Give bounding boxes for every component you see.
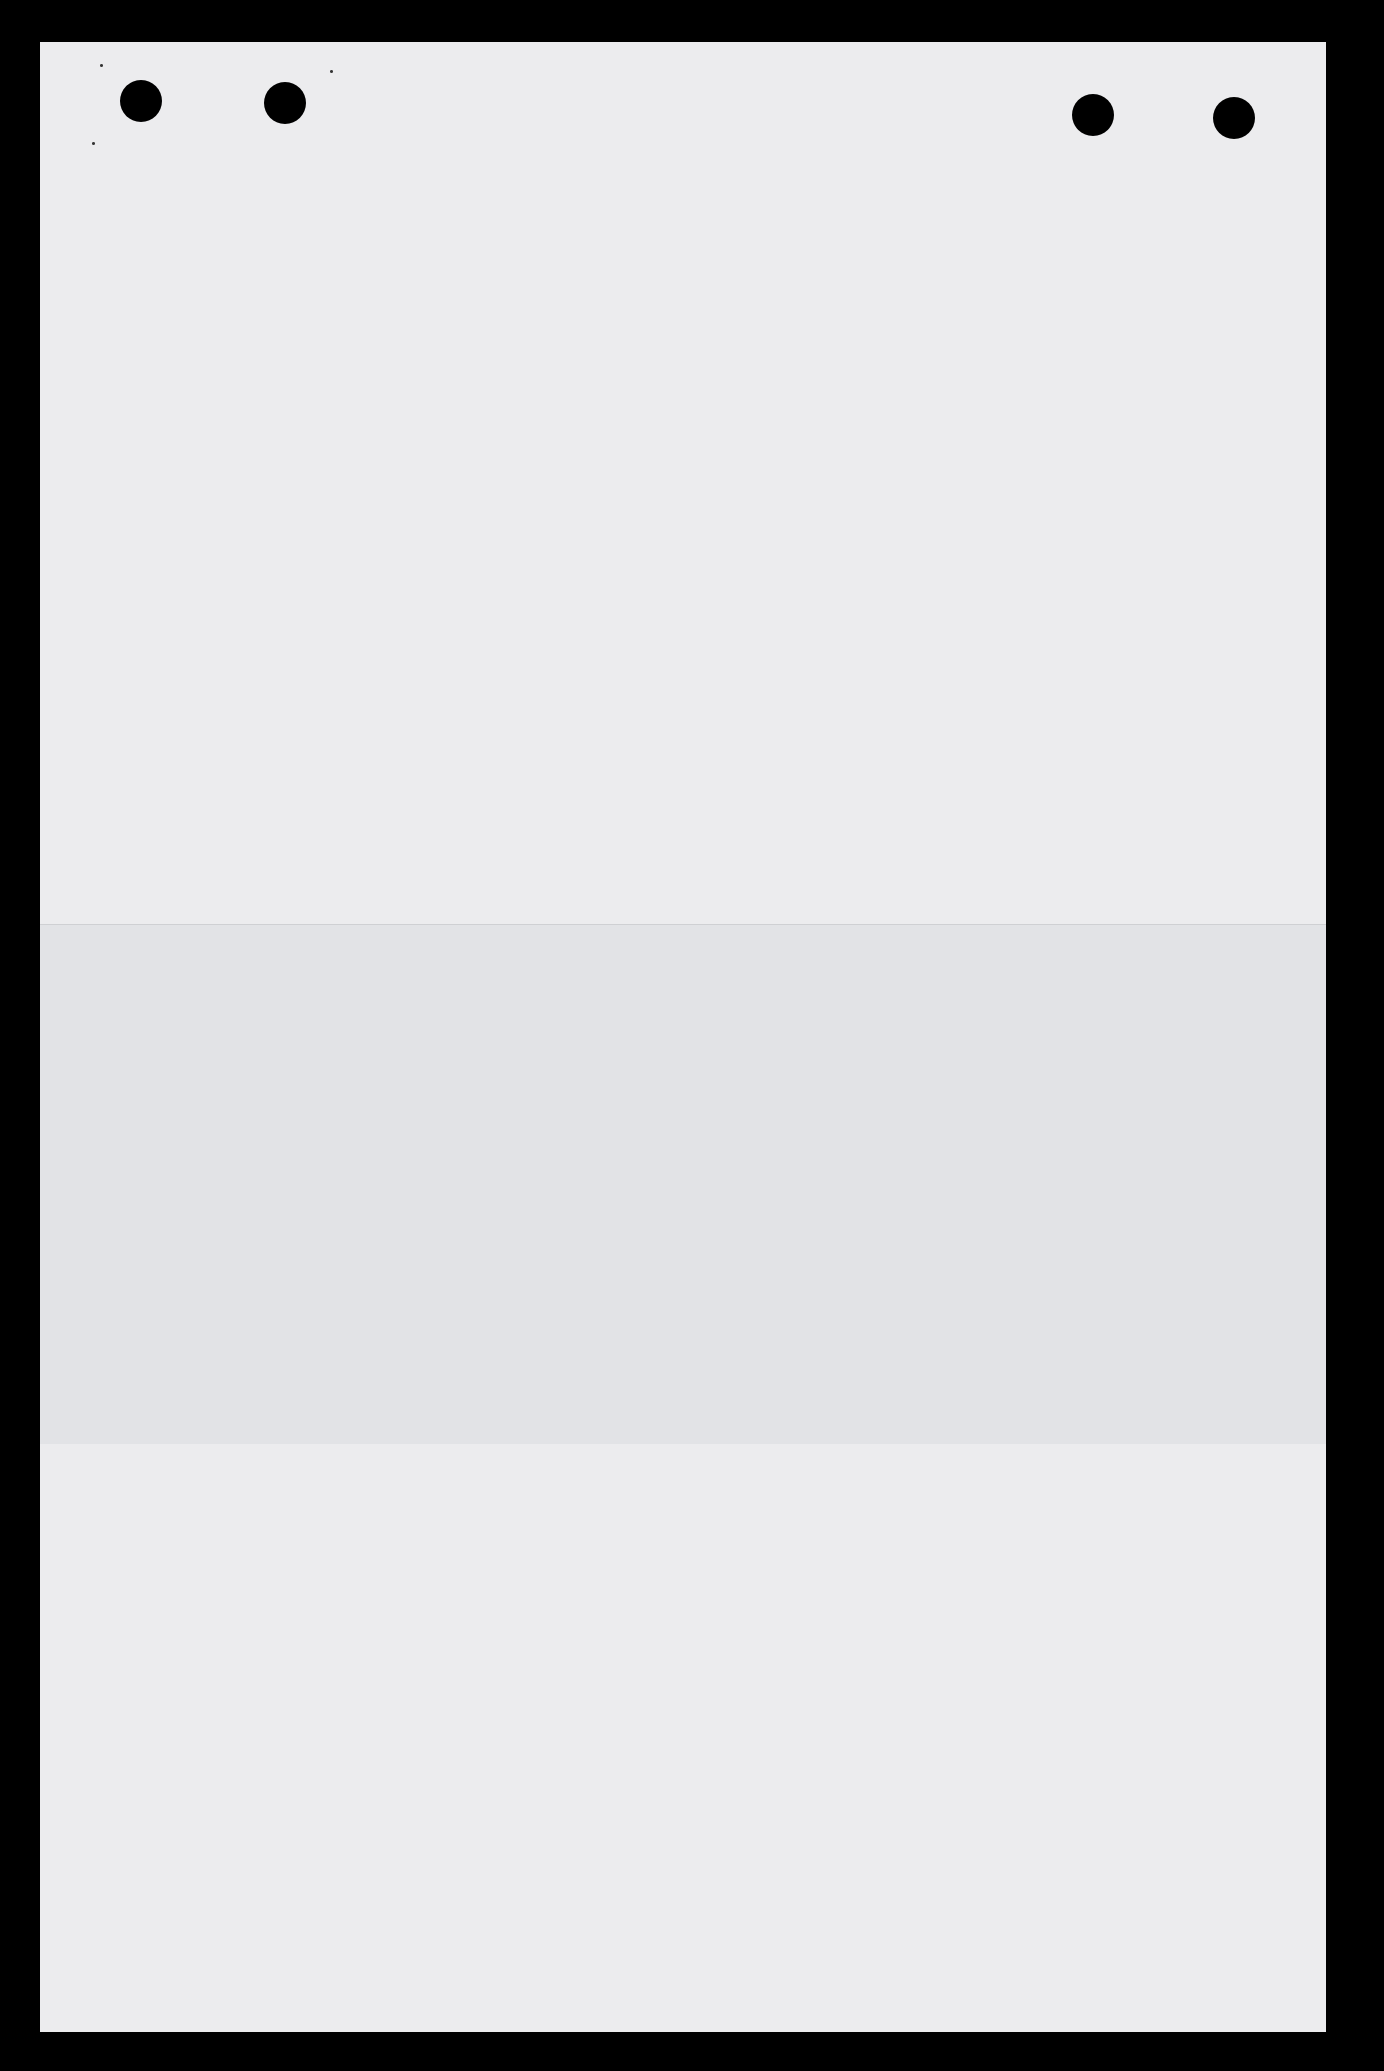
document-page bbox=[40, 42, 1326, 2032]
punch-hole bbox=[1213, 97, 1255, 139]
punch-hole bbox=[264, 82, 306, 124]
page-fold-line bbox=[40, 924, 1326, 925]
handwritten-22 bbox=[680, 1942, 800, 1992]
speck bbox=[92, 142, 95, 145]
speck bbox=[330, 70, 333, 73]
lower-fold-band bbox=[40, 924, 1326, 1444]
punch-hole bbox=[120, 80, 162, 122]
speck bbox=[100, 64, 103, 67]
punch-hole bbox=[1072, 94, 1114, 136]
handwritten-217 bbox=[1230, 1842, 1330, 1902]
